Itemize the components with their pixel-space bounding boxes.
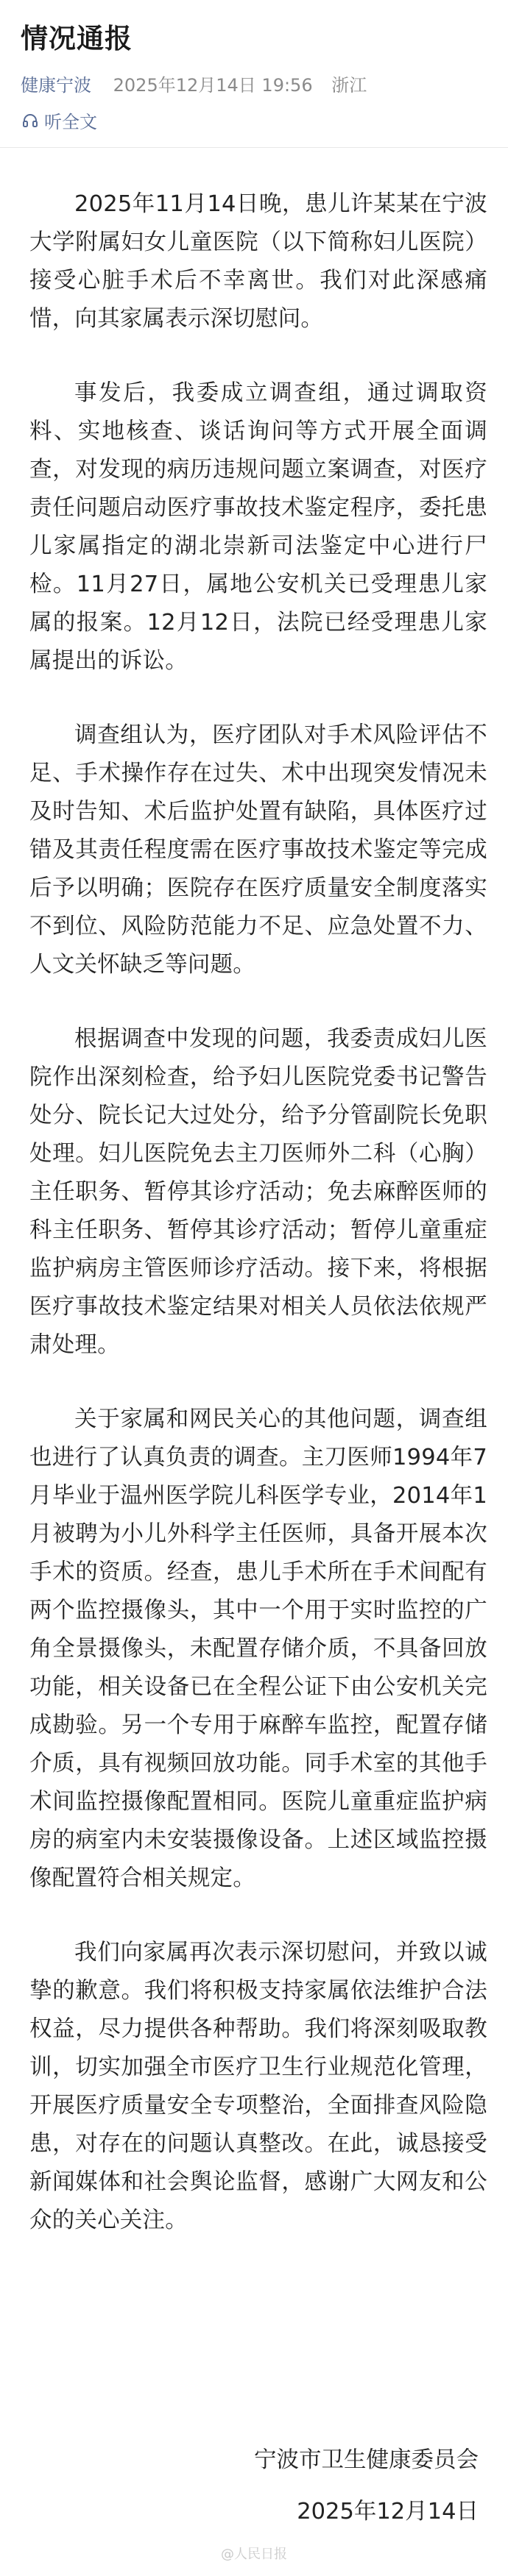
listen-full-text-button[interactable] [22, 107, 97, 133]
article-meta [21, 71, 367, 96]
article-body [29, 185, 487, 2276]
paragraph-5: 关于家属和网民关心的其他问题，调查组也进行了认真负责的调查。主刀医师1994年7月毕业于温州医学院儿科医学专业，2014年1月被聘为小儿外科学主任医师，具备开展本次手术的资质。经查，患儿手术所在手术间配有两个监控摄像头，其中一个用于实时监控的广角全景摄像头，未配置存储介质，不具备回放功能，相关设备已在全程公证下由公安机关完成勘验。另一个专用于麻醉车监控，配置存储介质，具有视频回放功能。同手术室的其他手术间监控摄像配置相同。医院儿童重症监护病房的病室内未安装摄像设备。上述区域监控摄像配置符合相关规定。 [29, 1406, 487, 1891]
header-divider [0, 147, 508, 148]
paragraph-3: 调查组认为，医疗团队对手术风险评估不足、手术操作存在过失、术中出现突发情况未及时告知、术后监护处置有缺陷，具体医疗过错及其责任程度需在医疗事故技术鉴定等完成后予以明确；医院存在医疗质量安全制度落实不到位、风险防范能力不足、应急处置不力、人文关怀缺乏等问题。 [29, 722, 487, 978]
signature-date: 2025年12月14日 [297, 2499, 479, 2525]
publish-time: 2025年12月14日 19:56 [113, 75, 313, 96]
listen-label: 听全文 [44, 112, 97, 132]
paragraph-4: 根据调查中发现的问题，我委责成妇儿医院作出深刻检查，给予妇儿医院党委书记警告处分、院长记大过处分，给予分管副院长免职处理。妇儿医院免去主刀医师外二科（心胸）主任职务、暂停其诊疗活动；免去麻醉医师的科主任职务、暂停其诊疗活动；暂停儿童重症监护病房主管医师诊疗活动。接下来，将根据医疗事故技术鉴定结果对相关人员依法依规严肃处理。 [29, 1026, 487, 1358]
source-account-link[interactable]: 健康宁波 [21, 75, 91, 96]
headphones-icon [22, 113, 38, 129]
paragraph-2: 事发后，我委成立调查组，通过调取资料、实地核查、谈话询问等方式开展全面调查，对发现的病历违规问题立案调查，对医疗责任问题启动医疗事故技术鉴定程序，委托患儿家属指定的湖北崇新司法鉴定中心进行尸检。11月27日，属地公安机关已受理患儿家属的报案。12月12日，法院已经受理患儿家属提出的诉讼。 [29, 380, 487, 674]
signature-organization: 宁波市卫生健康委员会 [254, 2447, 479, 2473]
article-title: 情况通报 [21, 23, 133, 54]
paragraph-1: 2025年11月14日晚，患儿许某某在宁波大学附属妇女儿童医院（以下简称妇儿医院）接受心脏手术后不幸离世。我们对此深感痛惜，向其家属表示深切慰问。 [29, 191, 487, 332]
paragraph-6: 我们向家属再次表示深切慰问，并致以诚挚的歉意。我们将积极支持家属依法维护合法权益，尽力提供各种帮助。我们将深刻吸取教训，切实加强全市医疗卫生行业规范化管理，开展医疗质量安全专项整治，全面排查风险隐患，对存在的问题认真整改。在此，诚恳接受新闻媒体和社会舆论监督，感谢广大网友和公众的关心关注。 [29, 1940, 487, 2233]
watermark: @人民日报 [221, 2547, 287, 2562]
publish-location: 浙江 [331, 75, 367, 96]
